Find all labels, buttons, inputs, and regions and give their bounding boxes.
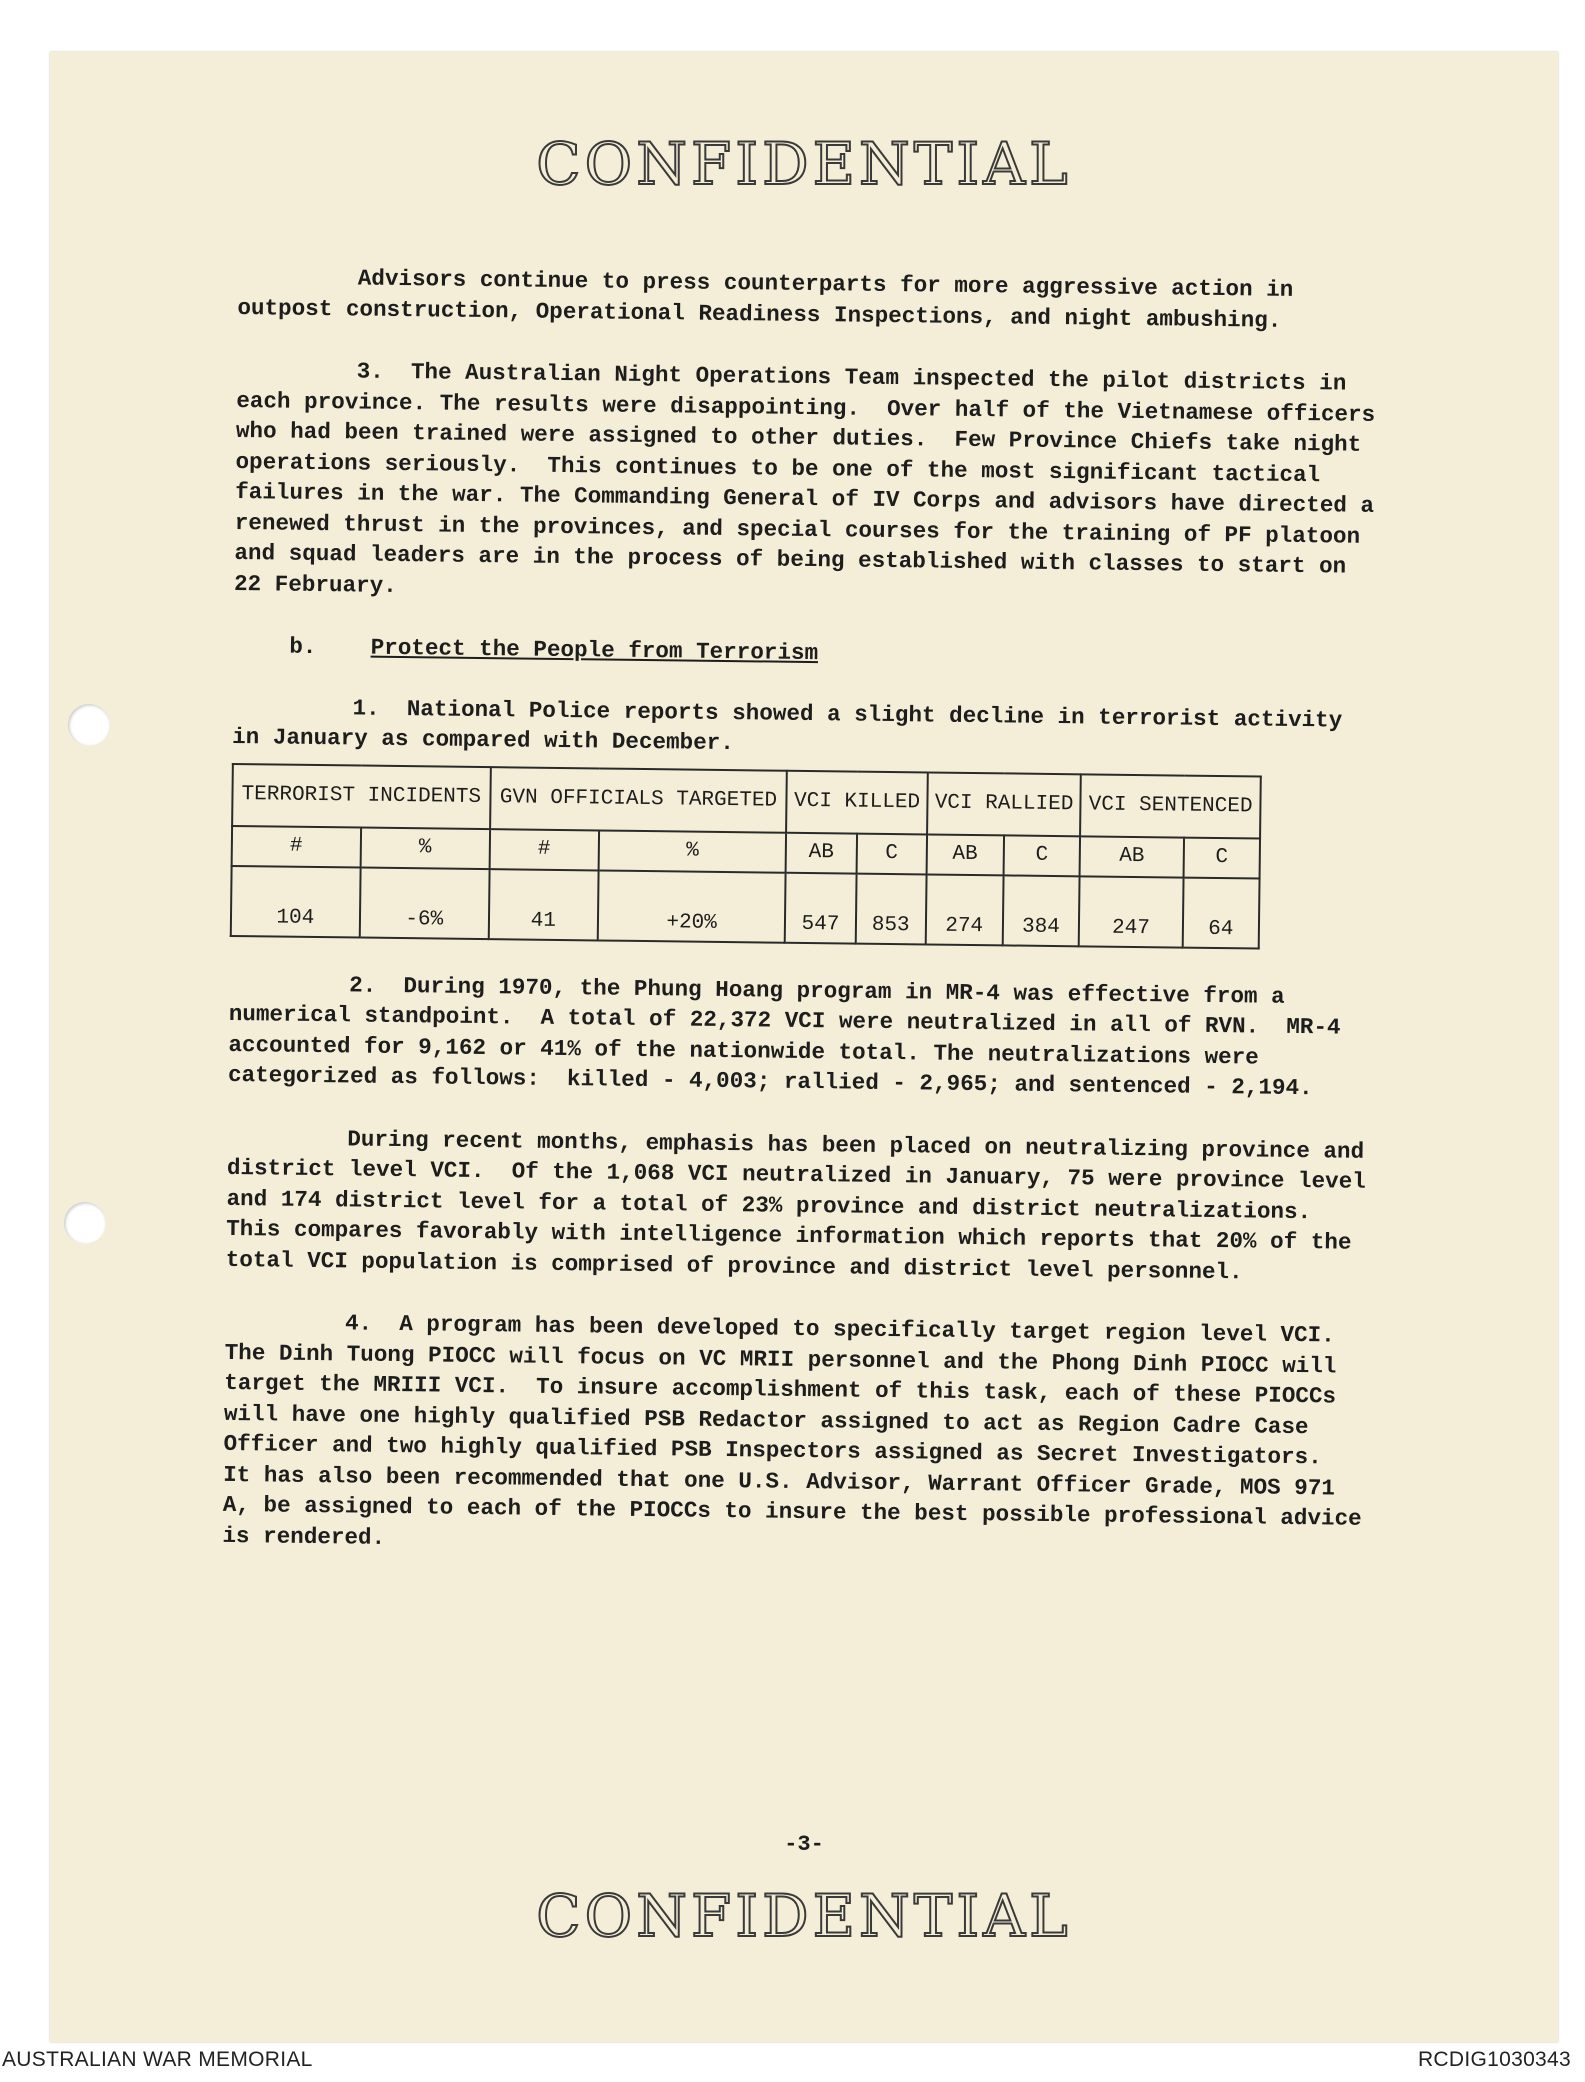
paragraph-recent-months: During recent months, emphasis has been placed on neutralizing province and district level VCI. Of the 1,068 VCI neutralized in January, 75 were province level and 174 district level for a total of 23% province and district neutralizations. This compares favorably with intelligence information which reports that 20% of the total VCI population is comprised of province and district level personnel. <box>225 1125 1380 1285</box>
header-vci-sentenced: VCI SENTENCED <box>1080 774 1260 838</box>
subheader-cell: AB <box>926 834 1003 875</box>
paragraph-police-reports: 1. National Police reports showed a slight decline in terrorist activity in January as compared with December. <box>232 694 1356 757</box>
terrorism-statistics-table <box>230 762 1262 949</box>
confidential-stamp-top: CONFIDENTIAL <box>536 130 1072 198</box>
value-cell: 64 <box>1182 877 1259 948</box>
subheader-cell: AB <box>786 832 857 873</box>
paragraph-phung-hoang: 2. During 1970, the Phung Hoang program in MR-4 was effective from a numerical standpoint. A total of 22,372 VCI were neutralized in all of RVN. MR-4 accounted for 9,162 or 41% of the nationwide total. The neutralizations were categorized as follows: killed - 4,003; rallied - 2,965; and sentenced - 2,194. <box>227 971 1355 1102</box>
paragraph-region-program: 4. A program has been developed to specifically target region level VCI. The Dinh Tuong PIOCC will focus on VC MRII personnel and the Phong Dinh PIOCC will target the MRIII VCI. To insure accomplishment of this task, each of these PIOCCs will have one highly qualified PSB Redactor assigned to act as Region Cadre Case Officer and two highly qualified PSB Inspectors assigned as Secret Investigators. It has also been recommended that one U.S. Advisor, Warrant Officer Grade, MOS 971 A, be assigned to each of the PIOCCs to insure the best possible professional advice is rendered. <box>222 1310 1376 1551</box>
value-cell: 384 <box>1002 875 1080 946</box>
paragraph-night-operations: 3. The Australian Night Operations Team inspected the pilot districts in each province. The results were disappointing. Over half of the Vietnamese officers who had been trained were assigned to other duties. Few Province Chiefs take night operations seriously. This continues to be one of the most significant tactical failures in the war. The Commanding General of IV Corps and advisors have directed a renewed thrust in the provinces, and special courses for the training of PF platoon and squad leaders are in the process of being established with classes to start on 22 February. <box>233 358 1389 599</box>
document-body <box>222 262 1389 1597</box>
value-cell: 41 <box>488 869 598 940</box>
subheader-cell: % <box>360 827 489 869</box>
value-cell: 547 <box>785 872 856 943</box>
section-title: Protect the People from Terrorism <box>370 634 819 667</box>
confidential-stamp-bottom: CONFIDENTIAL <box>536 1882 1072 1950</box>
paragraph-advisors: Advisors continue to press counterparts for more aggressive action in outpost construction, Operational Readiness Inspections, and night ambushing. <box>237 265 1308 334</box>
subheader-cell: C <box>1183 837 1260 878</box>
value-cell: 274 <box>926 874 1004 945</box>
punch-hole-top <box>68 704 110 746</box>
subheader-cell: C <box>856 833 927 874</box>
subheader-cell: AB <box>1080 836 1184 877</box>
subheader-cell: # <box>489 829 599 870</box>
footer-institution: AUSTRALIAN WAR MEMORIAL <box>2 2048 313 2071</box>
section-heading <box>289 632 1373 676</box>
header-vci-killed: VCI KILLED <box>786 770 927 834</box>
header-terrorist-incidents: TERRORIST INCIDENTS <box>232 763 490 828</box>
value-cell: 247 <box>1079 876 1183 947</box>
value-cell: -6% <box>360 867 490 939</box>
subheader-cell: C <box>1003 835 1080 876</box>
value-cell: +20% <box>598 870 786 942</box>
document-page <box>50 52 1558 2042</box>
header-gvn-officials: GVN OFFICIALS TARGETED <box>490 767 787 833</box>
page-number: -3- <box>784 1832 824 1857</box>
subheader-cell: # <box>232 825 361 867</box>
value-cell: 104 <box>231 865 361 937</box>
value-cell: 853 <box>855 873 926 944</box>
subheader-cell: % <box>599 830 787 872</box>
footer-record-id: RCDIG1030343 <box>1417 2048 1571 2071</box>
header-vci-rallied: VCI RALLIED <box>927 772 1081 836</box>
section-letter: b. <box>289 633 317 660</box>
punch-hole-bottom <box>64 1202 106 1244</box>
